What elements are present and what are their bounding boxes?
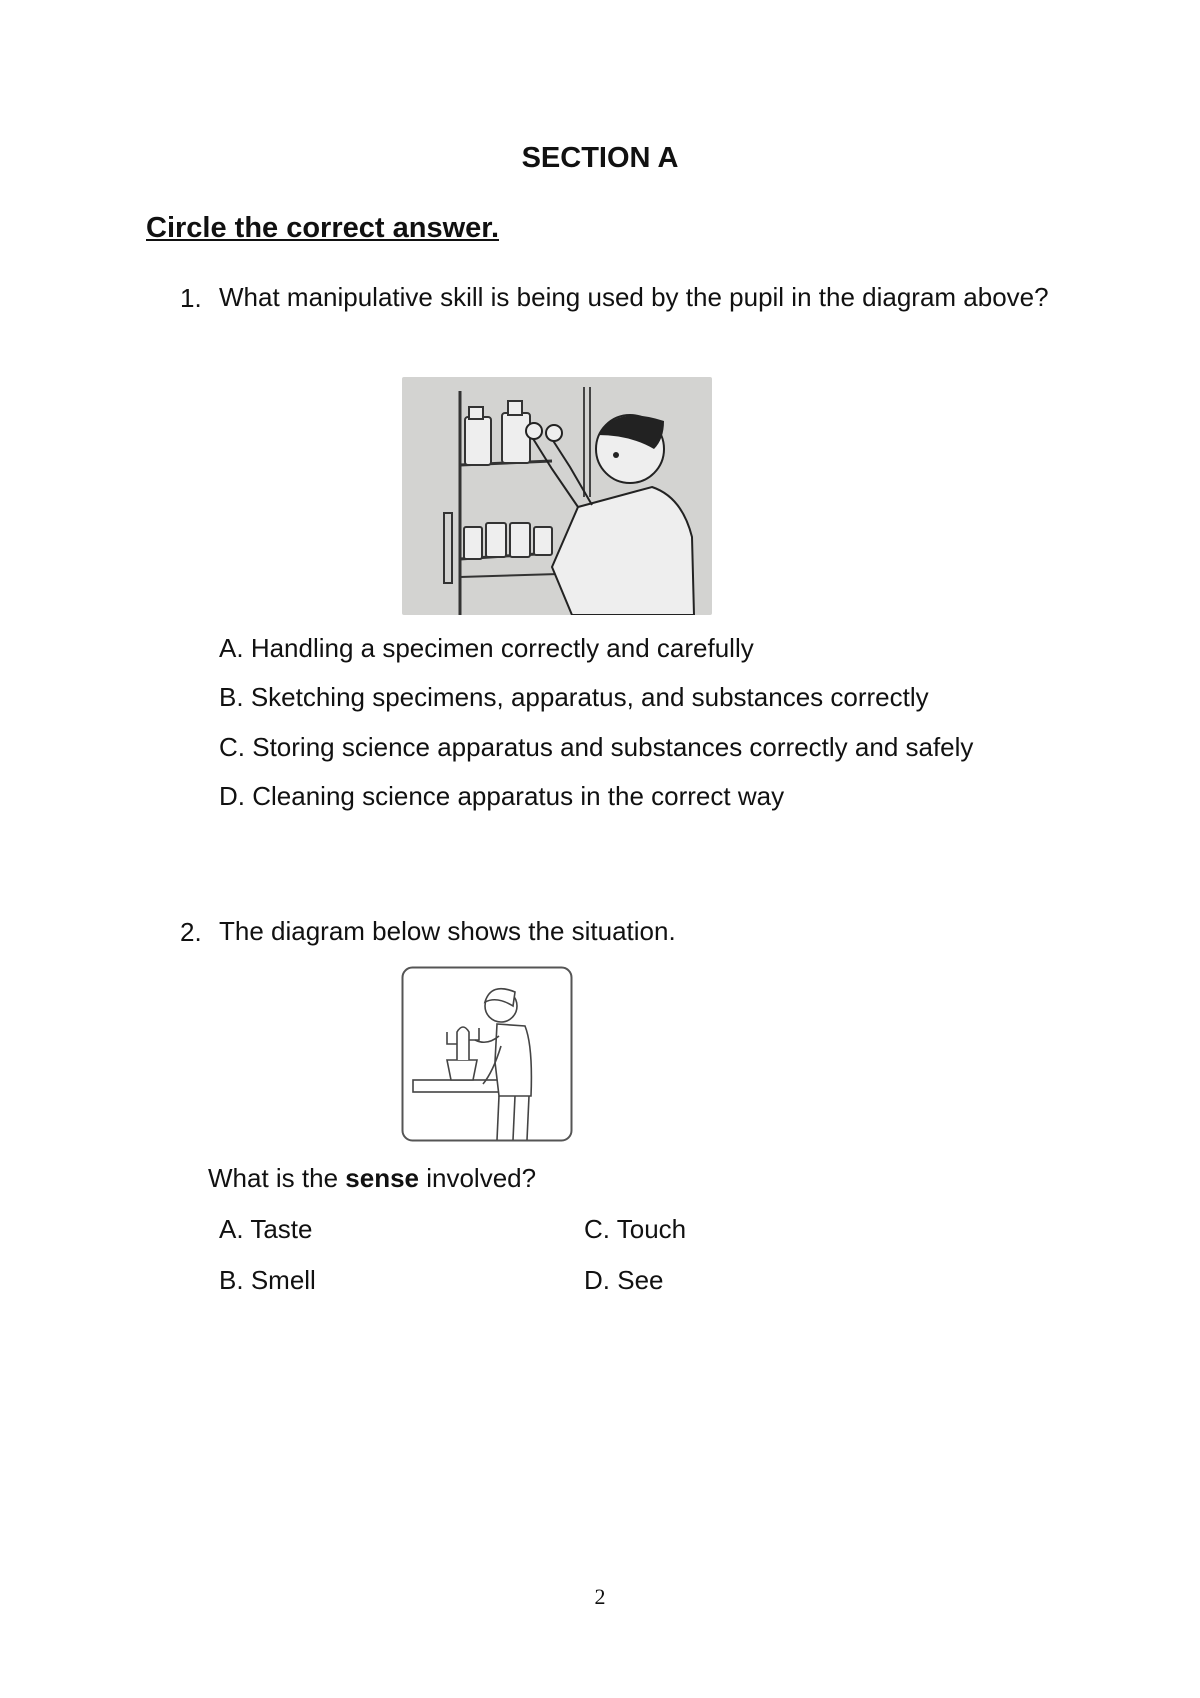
question-1-option-a[interactable] <box>219 633 754 664</box>
option-letter: D. <box>219 781 245 811</box>
question-2-option-b[interactable] <box>219 1265 316 1296</box>
question-2-text: The diagram below shows the situation. <box>219 916 676 946</box>
question-1-option-c[interactable] <box>219 732 973 763</box>
option-text: Storing science apparatus and substances correctly and safely <box>252 732 974 762</box>
option-text: Sketching specimens, apparatus, and substances correctly <box>250 682 929 712</box>
pupil-touching-cactus-figure <box>401 966 573 1142</box>
option-letter: A. <box>219 633 244 663</box>
option-text: See <box>617 1265 664 1295</box>
question-2-option-a[interactable] <box>219 1214 313 1245</box>
page-number: 2 <box>594 1584 606 1609</box>
question-2-option-d[interactable] <box>584 1265 664 1296</box>
instruction: Circle the correct answer. <box>146 212 499 244</box>
option-letter: B. <box>219 682 244 712</box>
question-2-prompt <box>208 1163 536 1194</box>
option-text: Cleaning science apparatus in the correct way <box>252 781 785 811</box>
option-text: Touch <box>616 1214 687 1244</box>
section-title: SECTION A <box>521 142 679 174</box>
option-letter: C. <box>584 1214 610 1244</box>
question-1-text: What manipulative skill is being used by the pupil in the diagram above? <box>219 282 1049 312</box>
option-text: Handling a specimen correctly and carefully <box>250 633 754 663</box>
question-1-option-d[interactable] <box>219 781 784 812</box>
option-text: Taste <box>250 1214 313 1244</box>
option-letter: B. <box>219 1265 244 1295</box>
question-2-option-c[interactable] <box>584 1214 686 1245</box>
option-letter: C. <box>219 732 245 762</box>
question-2-number: 2. <box>180 917 202 947</box>
prompt-text: What is the <box>208 1163 346 1193</box>
prompt-text-end: involved? <box>419 1163 537 1193</box>
option-letter: A. <box>219 1214 244 1244</box>
option-letter: D. <box>584 1265 610 1295</box>
question-1-number: 1. <box>180 283 202 313</box>
pupil-storing-bottles-figure <box>402 377 712 615</box>
option-text: Smell <box>250 1265 316 1295</box>
prompt-emphasis: sense <box>345 1163 420 1193</box>
question-1-option-b[interactable] <box>219 682 929 713</box>
